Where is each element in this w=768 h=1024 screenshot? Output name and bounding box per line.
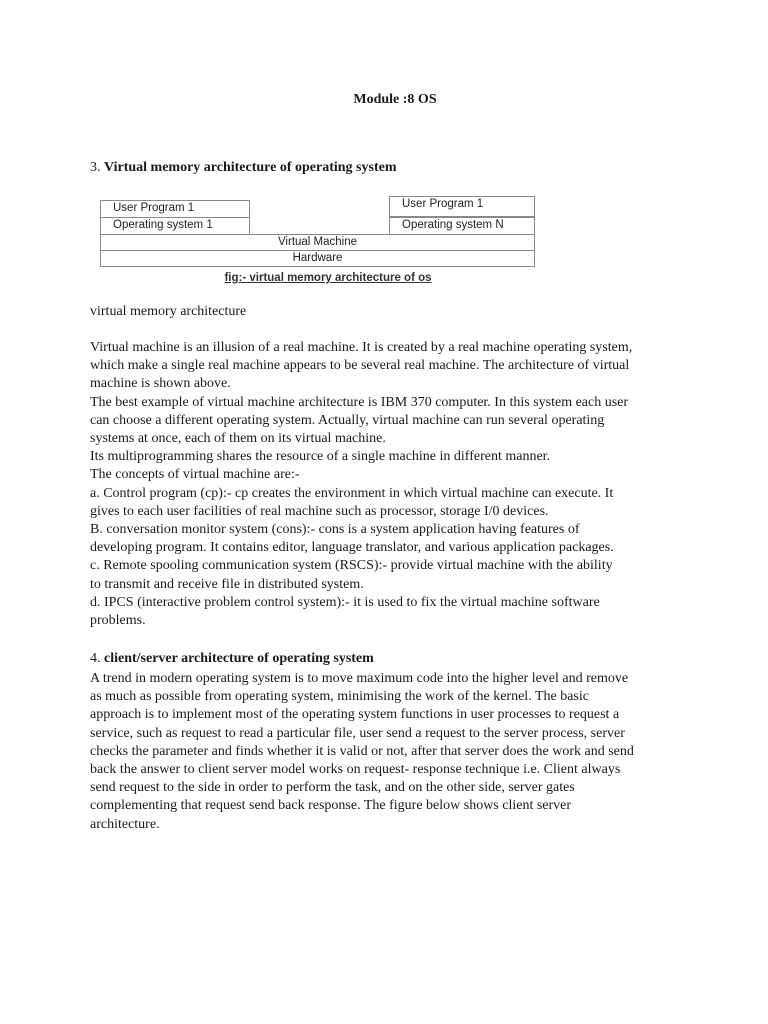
text-line: B. conversation monitor system (cons):- cons is a system application having features of bbox=[90, 522, 580, 538]
text-line: The concepts of virtual machine are:- bbox=[90, 467, 300, 483]
text-line: A trend in modern operating system is to move maximum code into the higher level and remove bbox=[90, 671, 629, 686]
fig-left-os: Operating system 1 bbox=[100, 217, 250, 235]
section-4-heading bbox=[90, 651, 374, 667]
text-line: checks the parameter and finds whether it is valid or not, after that server does the work and send bbox=[90, 743, 634, 759]
text-line: to transmit and receive file in distributed system. bbox=[90, 576, 364, 592]
fig-hardware: Hardware bbox=[100, 250, 535, 267]
fig-right-user-program: User Program 1 bbox=[389, 196, 535, 217]
section-3-heading bbox=[90, 160, 397, 176]
fig-right-os: Operating system N bbox=[389, 217, 535, 235]
text-line: can choose a different operating system. Actually, virtual machine can run several operating bbox=[90, 412, 605, 428]
text-line: which make a single real machine appears to be several real machine. The architecture of virtual bbox=[90, 358, 630, 374]
section-3-number: 3. bbox=[90, 160, 101, 175]
text-line: c. Remote spooling communication system (RSCS):- provide virtual machine with the ability bbox=[90, 558, 613, 574]
cs-paragraph bbox=[90, 670, 680, 834]
text-line: service, such as request to read a particular file, user send a request to the server process, server bbox=[90, 725, 625, 741]
text-line: send request to the side in order to perform the task, and on the other side, server gates bbox=[90, 780, 575, 796]
text-line: Virtual machine is an illusion of a real machine. It is created by a real machine operating system, bbox=[90, 340, 633, 355]
section-4-number: 4. bbox=[90, 651, 101, 666]
text-line: back the answer to client server model works on request- response technique i.e. Client always bbox=[90, 762, 621, 778]
fig-left-user-program: User Program 1 bbox=[100, 200, 250, 218]
vm-architecture-figure bbox=[97, 196, 537, 288]
text-line: gives to each user facilities of real machine such as processor, storage I/0 devices. bbox=[90, 503, 549, 519]
text-line: a. Control program (cp):- cp creates the environment in which virtual machine can execute. It bbox=[90, 485, 614, 501]
section-3-title: Virtual memory architecture of operating system bbox=[104, 160, 397, 175]
text-line: machine is shown above. bbox=[90, 376, 231, 392]
section-4-title: client/server architecture of operating system bbox=[104, 651, 374, 666]
text-line: approach is to implement most of the operating system functions in user processes to request a bbox=[90, 707, 620, 723]
vm-label: virtual memory architecture bbox=[90, 304, 247, 319]
vm-paragraph bbox=[90, 339, 680, 630]
text-line: developing program. It contains editor, language translator, and various application packages. bbox=[90, 540, 614, 556]
text-line: Its multiprogramming shares the resource of a single machine in different manner. bbox=[90, 449, 551, 465]
figure-caption: fig:- virtual memory architecture of os bbox=[224, 272, 432, 284]
text-line: problems. bbox=[90, 613, 146, 629]
text-line: as much as possible from operating system, minimising the work of the kernel. The basic bbox=[90, 689, 589, 705]
text-line: architecture. bbox=[90, 816, 160, 832]
module-title: Module :8 OS bbox=[353, 92, 437, 107]
text-line: d. IPCS (interactive problem control system):- it is used to fix the virtual machine software bbox=[90, 594, 600, 610]
text-line: complementing that request send back response. The figure below shows client server bbox=[90, 798, 572, 814]
text-line: The best example of virtual machine architecture is IBM 370 computer. In this system each user bbox=[90, 394, 629, 410]
fig-virtual-machine: Virtual Machine bbox=[100, 234, 535, 251]
text-line: systems at once, each of them on its virtual machine. bbox=[90, 431, 386, 447]
